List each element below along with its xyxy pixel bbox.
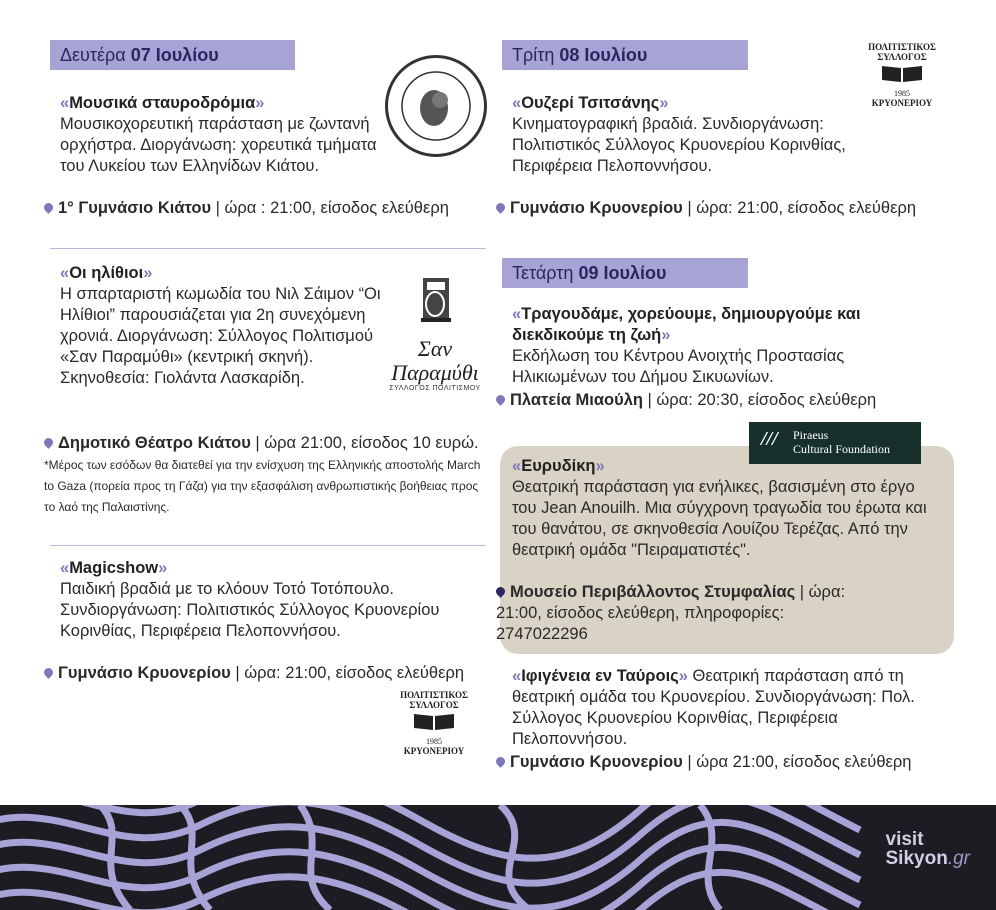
event-ifigeneia-location: Γυμνάσιο Κρυονερίου | ώρα 21:00, είσοδος ελεύθερη <box>496 752 926 773</box>
book-chair-icon <box>385 272 485 332</box>
paramythi-name: Σαν Παραμύθι <box>391 336 479 385</box>
location-pin-icon <box>494 585 507 598</box>
paramythi-logo <box>385 272 485 392</box>
divider <box>50 248 486 249</box>
day-header-monday: Δευτέρα 07 Ιουλίου <box>50 40 295 70</box>
event-title: Ιφιγένεια εν Ταύροις <box>521 667 679 685</box>
location-pin-icon <box>494 755 507 768</box>
event-tragoudame: «Τραγουδάμε, χορεύουμε, δημιουργούμε και διεκδικούμε τη ζωή» Εκδήλωση του Κέντρου Ανοιχτής Προστασίας Ηλικιωμένων του Δήμου Σικυωνίων. <box>512 305 861 386</box>
location-pin-icon <box>494 393 507 406</box>
event-ouzeri: «Ουζερί Τσιτσάνης» Κινηματογραφική βραδιά. Συνδιοργάνωση: Πολιτιστικός Σύλλογος Κρυονερίου Κορινθίας, Περιφέρεια Πελοποννήσου. <box>512 94 846 175</box>
kryoneri-logo-bottom: ΠΟΛΙΤΙΣΤΙΚΟΣ ΣΥΛΛΟΓΟΣ 1985 ΚΡΥΟΝΕΡΙΟΥ <box>400 690 468 756</box>
divider <box>50 545 486 546</box>
lykeio-logo <box>385 55 487 157</box>
event-eurydiki: «Ευρυδίκη» Θεατρική παράσταση για ενήλικες, βασισμένη στο έργο του Jean Anouilh. Μια σύγχρονη τραγωδία του έρωτα και του θανάτου, σε σκηνοθεσία Λουίζου Τερέζας. Από την θεατρική ομάδα "Πειραματιστές". <box>512 457 927 559</box>
event-ilithioi-location: Δημοτικό Θέατρο Κιάτου | ώρα 21:00, είσοδος 10 ευρώ. *Μέρος των εσόδων θα διατεθεί για την ενίσχυση της Ελληνικής αποστολής March to Gaza (πορεία προς τη Γάζα) για την εξασφάλιση ανθρωπιστικής βοήθειας προς το λαό της Παλαιστίνης. <box>44 434 481 514</box>
event-ifigeneia: «Ιφιγένεια εν Ταύροις» Θεατρική παράσταση από τη θεατρική ομάδα του Κρυονερίου. Συνδιοργάνωση: Πολ. Σύλλογος Κρυονερίου Κορινθίας, Περιφέρεια Πελοποννήσου. <box>512 667 915 748</box>
event-title: Ουζερί Τσιτσάνης <box>521 94 660 112</box>
day-header-wednesday: Τετάρτη 09 Ιουλίου <box>502 258 748 288</box>
event-body: Η σπαρταριστή κωμωδία του Νιλ Σάιμον “Οι Ηλίθιοι” παρουσιάζεται για 2η συνεχόμενη χρονιά. Διοργάνωση: Σύλλογος Πολιτισμού «Σαν Παραμύθι» (κεντρική σκηνή). Σκηνοθεσία: Γιολάντα Λασκαρίδη. <box>60 285 381 387</box>
location-pin-icon <box>42 201 55 214</box>
location-pin-icon <box>42 666 55 679</box>
event-title: Μουσικά σταυροδρόμια <box>69 94 256 112</box>
event-body: Μουσικοχορευτική παράσταση με ζωντανή ορχήστρα. Διοργάνωση: χορευτικά τμήματα του Λυκείου των Ελληνίδων Κιάτου. <box>60 115 377 175</box>
event-note: *Μέρος των εσόδων θα διατεθεί για την ενίσχυση της Ελληνικής αποστολής March to Gaza (πορεία προς τη Γάζα) για την εξασφάλιση ανθρωπιστικής βοήθειας προς το λαό της Παλαιστίνης. <box>44 458 481 514</box>
event-title: Τραγουδάμε, χορεύουμε, δημιουργούμε και διεκδικούμε τη ζωή <box>512 305 861 344</box>
pcf-slash-icon: /// <box>761 428 778 450</box>
event-mousika-location: 1° Γυμνάσιο Κιάτου | ώρα : 21:00, είσοδος ελεύθερη <box>44 198 464 219</box>
event-body: Θεατρική παράσταση από τη θεατρική ομάδα του Κρυονερίου. Συνδιοργάνωση: Πολ. Σύλλογος Κρυονερίου Κορινθίας, Περιφέρεια Πελοποννήσου. <box>512 667 915 748</box>
day-header-tuesday: Τρίτη 08 Ιουλίου <box>502 40 748 70</box>
event-ouzeri-location: Γυμνάσιο Κρυονερίου | ώρα: 21:00, είσοδος ελεύθερη <box>496 198 926 219</box>
event-magicshow: «Magicshow» Παιδική βραδιά με το κλόουν Τοτό Τοτόπουλο. Συνδιοργάνωση: Πολιτιστικός Σύλλογος Κρυονερίου Κορινθίας, Περιφέρεια Πελοποννήσου. <box>60 559 440 640</box>
kryoneri-logo-top: ΠΟΛΙΤΙΣΤΙΚΟΣ ΣΥΛΛΟΓΟΣ 1985 ΚΡΥΟΝΕΡΙΟΥ <box>868 42 936 108</box>
pcf-logo: /// Piraeus Cultural Foundation <box>749 422 921 464</box>
event-tragoudame-location: Πλατεία Μιαούλη | ώρα: 20:30, είσοδος ελεύθερη <box>496 390 926 411</box>
event-body: Εκδήλωση του Κέντρου Ανοιχτής Προστασίας Ηλικιωμένων του Δήμου Σικυωνίων. <box>512 347 845 386</box>
open-book-icon <box>412 710 456 732</box>
open-book-icon <box>880 62 924 84</box>
event-mousika: «Μουσικά σταυροδρόμια» Μουσικοχορευτική παράσταση με ζωντανή ορχήστρα. Διοργάνωση: χορευτικά τμήματα του Λυκείου των Ελληνίδων Κιάτου. <box>60 94 377 175</box>
location-pin-icon <box>494 201 507 214</box>
event-body: Θεατρική παράσταση για ενήλικες, βασισμένη στο έργο του Jean Anouilh. Μια σύγχρονη τραγωδία του έρωτα και του θανάτου, σε σκηνοθεσία Λουίζου Τερέζας. Από την θεατρική ομάδα "Πειραματιστές". <box>512 478 927 559</box>
paramythi-sub: ΣΥΛΛΟΓΟΣ ΠΟΛΙΤΙΣΜΟΥ <box>389 385 481 392</box>
event-ilithioi: «Οι ηλίθιοι» Η σπαρταριστή κωμωδία του Νιλ Σάιμον “Οι Ηλίθιοι” παρουσιάζεται για 2η συνεχόμενη χρονιά. Διοργάνωση: Σύλλογος Πολιτισμού «Σαν Παραμύθι» (κεντρική σκηνή). Σκηνοθεσία: Γιολάντα Λασκαρίδη. <box>60 264 381 387</box>
event-eurydiki-location: Μουσείο Περιβάλλοντος Στυμφαλίας | ώρα: 21:00, είσοδος ελεύθερη, πληροφορίες: 2747022296 <box>496 583 846 643</box>
event-title: Οι ηλίθιοι <box>69 264 144 282</box>
event-title: Magicshow <box>69 559 159 577</box>
event-body: Παιδική βραδιά με το κλόουν Τοτό Τοτόπουλο. Συνδιοργάνωση: Πολιτιστικός Σύλλογος Κρυονερίου Κορινθίας, Περιφέρεια Πελοποννήσου. <box>60 580 440 640</box>
event-title: Ευρυδίκη <box>521 457 596 475</box>
visit-sikyon-brand: visit Sikyon.gr <box>885 829 970 869</box>
wave-pattern-icon <box>0 805 996 910</box>
footer-pattern <box>0 805 996 910</box>
location-pin-icon <box>42 436 55 449</box>
event-body: Κινηματογραφική βραδιά. Συνδιοργάνωση: Πολιτιστικός Σύλλογος Κρυονερίου Κορινθίας, Περιφέρεια Πελοποννήσου. <box>512 115 846 175</box>
lykeio-seal-icon <box>388 58 484 154</box>
event-magicshow-location: Γυμνάσιο Κρυονερίου | ώρα: 21:00, είσοδος ελεύθερη <box>44 663 474 684</box>
